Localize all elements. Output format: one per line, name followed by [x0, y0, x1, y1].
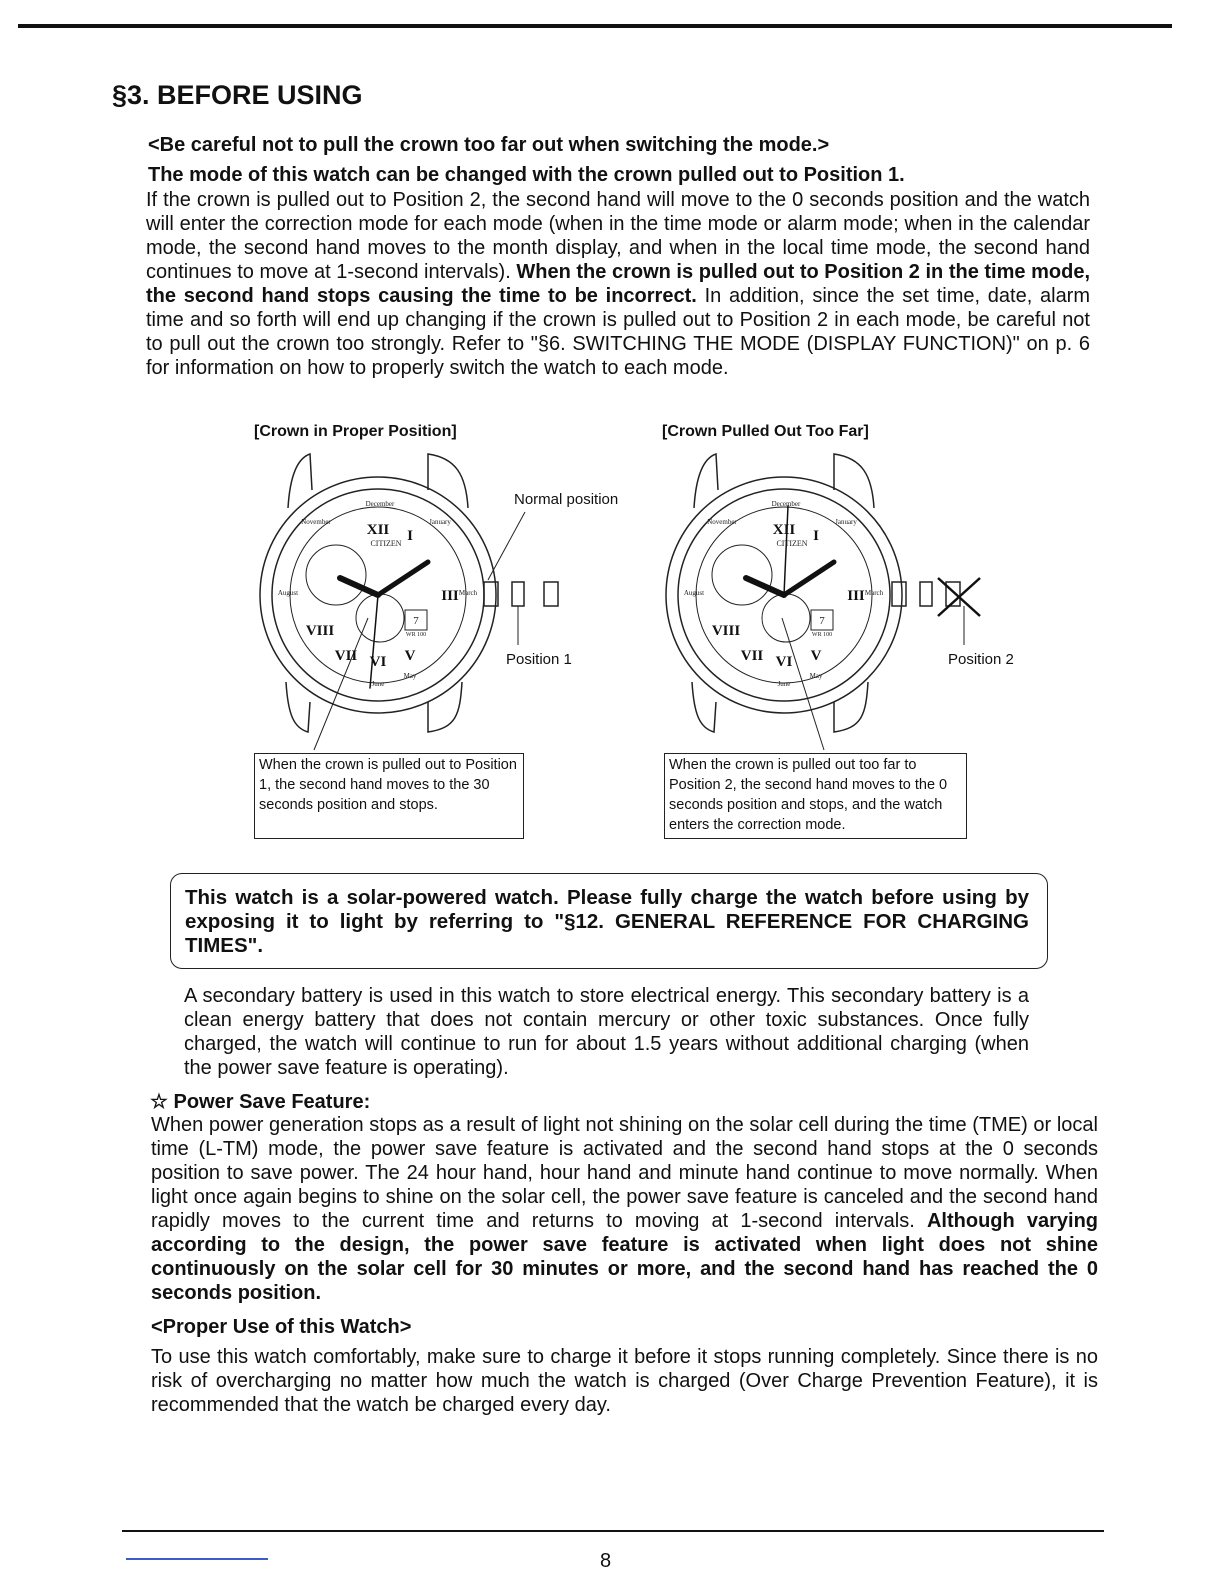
right-month-june: June — [777, 680, 791, 688]
left-numeral-12: XII — [366, 522, 390, 538]
left-label-position-1: Position 1 — [506, 651, 572, 668]
right-numeral-7: VII — [740, 648, 764, 664]
left-month-january: January — [429, 518, 451, 526]
proper-use-paragraph: To use this watch comfortably, make sure to charge it before it stops running completely. Since there is no risk of overcharging no matter how much the watch is charged (Over Charge Prevention Feature), it is recommended that the watch be charged every day. — [151, 1346, 1098, 1416]
right-numeral-3: III — [847, 588, 865, 604]
right-callout: When the crown is pulled out too far to Position 2, the second hand moves to the 0 seconds position and stops, and the watch enters the correction mode. — [664, 753, 967, 839]
right-crown-pos1 — [920, 582, 932, 606]
right-month-may: May — [809, 672, 823, 680]
left-numeral-5: V — [404, 648, 416, 664]
right-month-september: August — [683, 589, 705, 597]
battery-paragraph: A secondary battery is used in this watch to store electrical energy. This secondary battery is a clean energy battery that does not contain mercury or other toxic substances. Once fully charged, the watch will continue to run for about 1.5 years without additional charging (when the power save feature is operating). — [184, 985, 1029, 1079]
right-numeral-12: XII — [772, 522, 796, 538]
left-month-may: May — [403, 672, 417, 680]
left-callout: When the crown is pulled out to Position 1, the second hand moves to the 30 seconds position and stops. — [254, 753, 524, 839]
left-numeral-7: VII — [334, 648, 358, 664]
intro-text-1: If the crown is pulled out to Position 2, the second hand will move to the 0 seconds position and the watch will enter the correction mode for each mode (when in the time mode or alarm mode; when in the calendar mode, the second hand moves to the month display, and when in the local time mode, the second hand continues to move at 1-second intervals). — [146, 189, 1090, 283]
left-numeral-8: VIII — [305, 623, 335, 639]
right-numeral-5: V — [810, 648, 822, 664]
right-brand: CITIZEN — [776, 539, 808, 548]
left-numeral-6: VI — [369, 654, 387, 670]
right-figure-caption: [Crown Pulled Out Too Far] — [662, 423, 869, 440]
power-save-bold: Although varying according to the design, the power save feature is activated when light does not shine continuously on the solar cell for 30 minutes or more, and the second hand has reached the 0 seconds position. — [151, 1210, 1098, 1304]
right-hour-hand — [746, 578, 784, 595]
bottom-rule — [122, 1530, 1104, 1532]
right-crown-normal — [892, 582, 906, 606]
left-lug-bottom-right — [428, 682, 462, 732]
right-month-november: November — [707, 518, 737, 526]
left-month-september: August — [277, 589, 299, 597]
left-month-june: June — [371, 680, 385, 688]
left-subdial-24h — [306, 545, 366, 605]
right-subdial-mode — [762, 594, 810, 642]
page-number: 8 — [600, 1550, 612, 1572]
power-save-paragraph — [151, 1113, 1098, 1305]
warning-heading: <Be careful not to pull the crown too far out when switching the mode.> — [148, 134, 830, 156]
proper-use-heading: <Proper Use of this Watch> — [151, 1316, 412, 1338]
right-lug-bottom-right — [834, 682, 868, 732]
intro-paragraph — [146, 188, 1090, 380]
right-label-position-2: Position 2 — [948, 651, 1014, 668]
right-date: 7 — [819, 615, 825, 627]
left-subdial-mode — [356, 594, 404, 642]
right-wr: WR 100 — [811, 632, 833, 638]
left-figure-caption: [Crown in Proper Position] — [254, 423, 457, 440]
left-brand: CITIZEN — [370, 539, 402, 548]
right-month-december: December — [771, 500, 801, 508]
intro-bold: When the crown is pulled out to Position 2 in the time mode, the second hand stops causing the time to be incorrect. — [146, 261, 1091, 307]
right-subdial-24h — [712, 545, 772, 605]
solar-notice-box: This watch is a solar-powered watch. Please fully charge the watch before using by exposing it to light by referring to "§12. GENERAL REFERENCE FOR CHARGING TIMES". — [170, 873, 1048, 969]
left-minute-hand — [378, 562, 428, 595]
left-numeral-3: III — [441, 588, 459, 604]
right-minute-hand — [784, 562, 834, 595]
left-month-december: December — [365, 500, 395, 508]
left-crown-pos2 — [544, 582, 558, 606]
intro-text-2: In addition, since the set time, date, alarm time and so forth will end up changing if the crown is pulled out to Position 2 in each mode, be careful not to pull out the crown too strongly. Refer to "§6. SWITCHING THE MODE (DISPLAY FUNCTION)" on p. 6 for information on how to properly switch the watch to each mode. — [146, 285, 1091, 379]
right-watch-illustration — [664, 450, 1004, 760]
left-wr: WR 100 — [405, 632, 427, 638]
right-month-january: January — [835, 518, 857, 526]
power-save-text: When power generation stops as a result of light not shining on the solar cell during the time (TME) or local time (L-TM) mode, the power save feature is activated and the second hand stops at the 0 seconds position to save power. The 24 hour hand, hour hand and minute hand continue to move normally. When light once again begins to shine on the solar cell, the power save feature is canceled and the second hand rapidly moves to the current time and returns to moving at 1-second intervals. — [151, 1114, 1098, 1232]
power-save-heading: ☆ Power Save Feature: — [150, 1091, 371, 1113]
section-title: §3. BEFORE USING — [112, 80, 363, 110]
right-numeral-8: VIII — [711, 623, 741, 639]
mode-heading: The mode of this watch can be changed with the crown pulled out to Position 1. — [148, 164, 905, 186]
blue-rule — [126, 1558, 268, 1560]
top-rule — [18, 24, 1172, 28]
left-crown-pos1 — [512, 582, 524, 606]
right-second-hand — [784, 506, 788, 595]
left-month-november: November — [301, 518, 331, 526]
right-numeral-1: I — [813, 528, 819, 544]
right-numeral-6: VI — [775, 654, 793, 670]
left-hour-hand — [340, 578, 378, 595]
left-label-normal-position: Normal position — [514, 491, 619, 508]
left-month-march: March — [458, 589, 478, 597]
left-date: 7 — [413, 615, 419, 627]
right-month-march: March — [864, 589, 884, 597]
left-numeral-1: I — [407, 528, 413, 544]
